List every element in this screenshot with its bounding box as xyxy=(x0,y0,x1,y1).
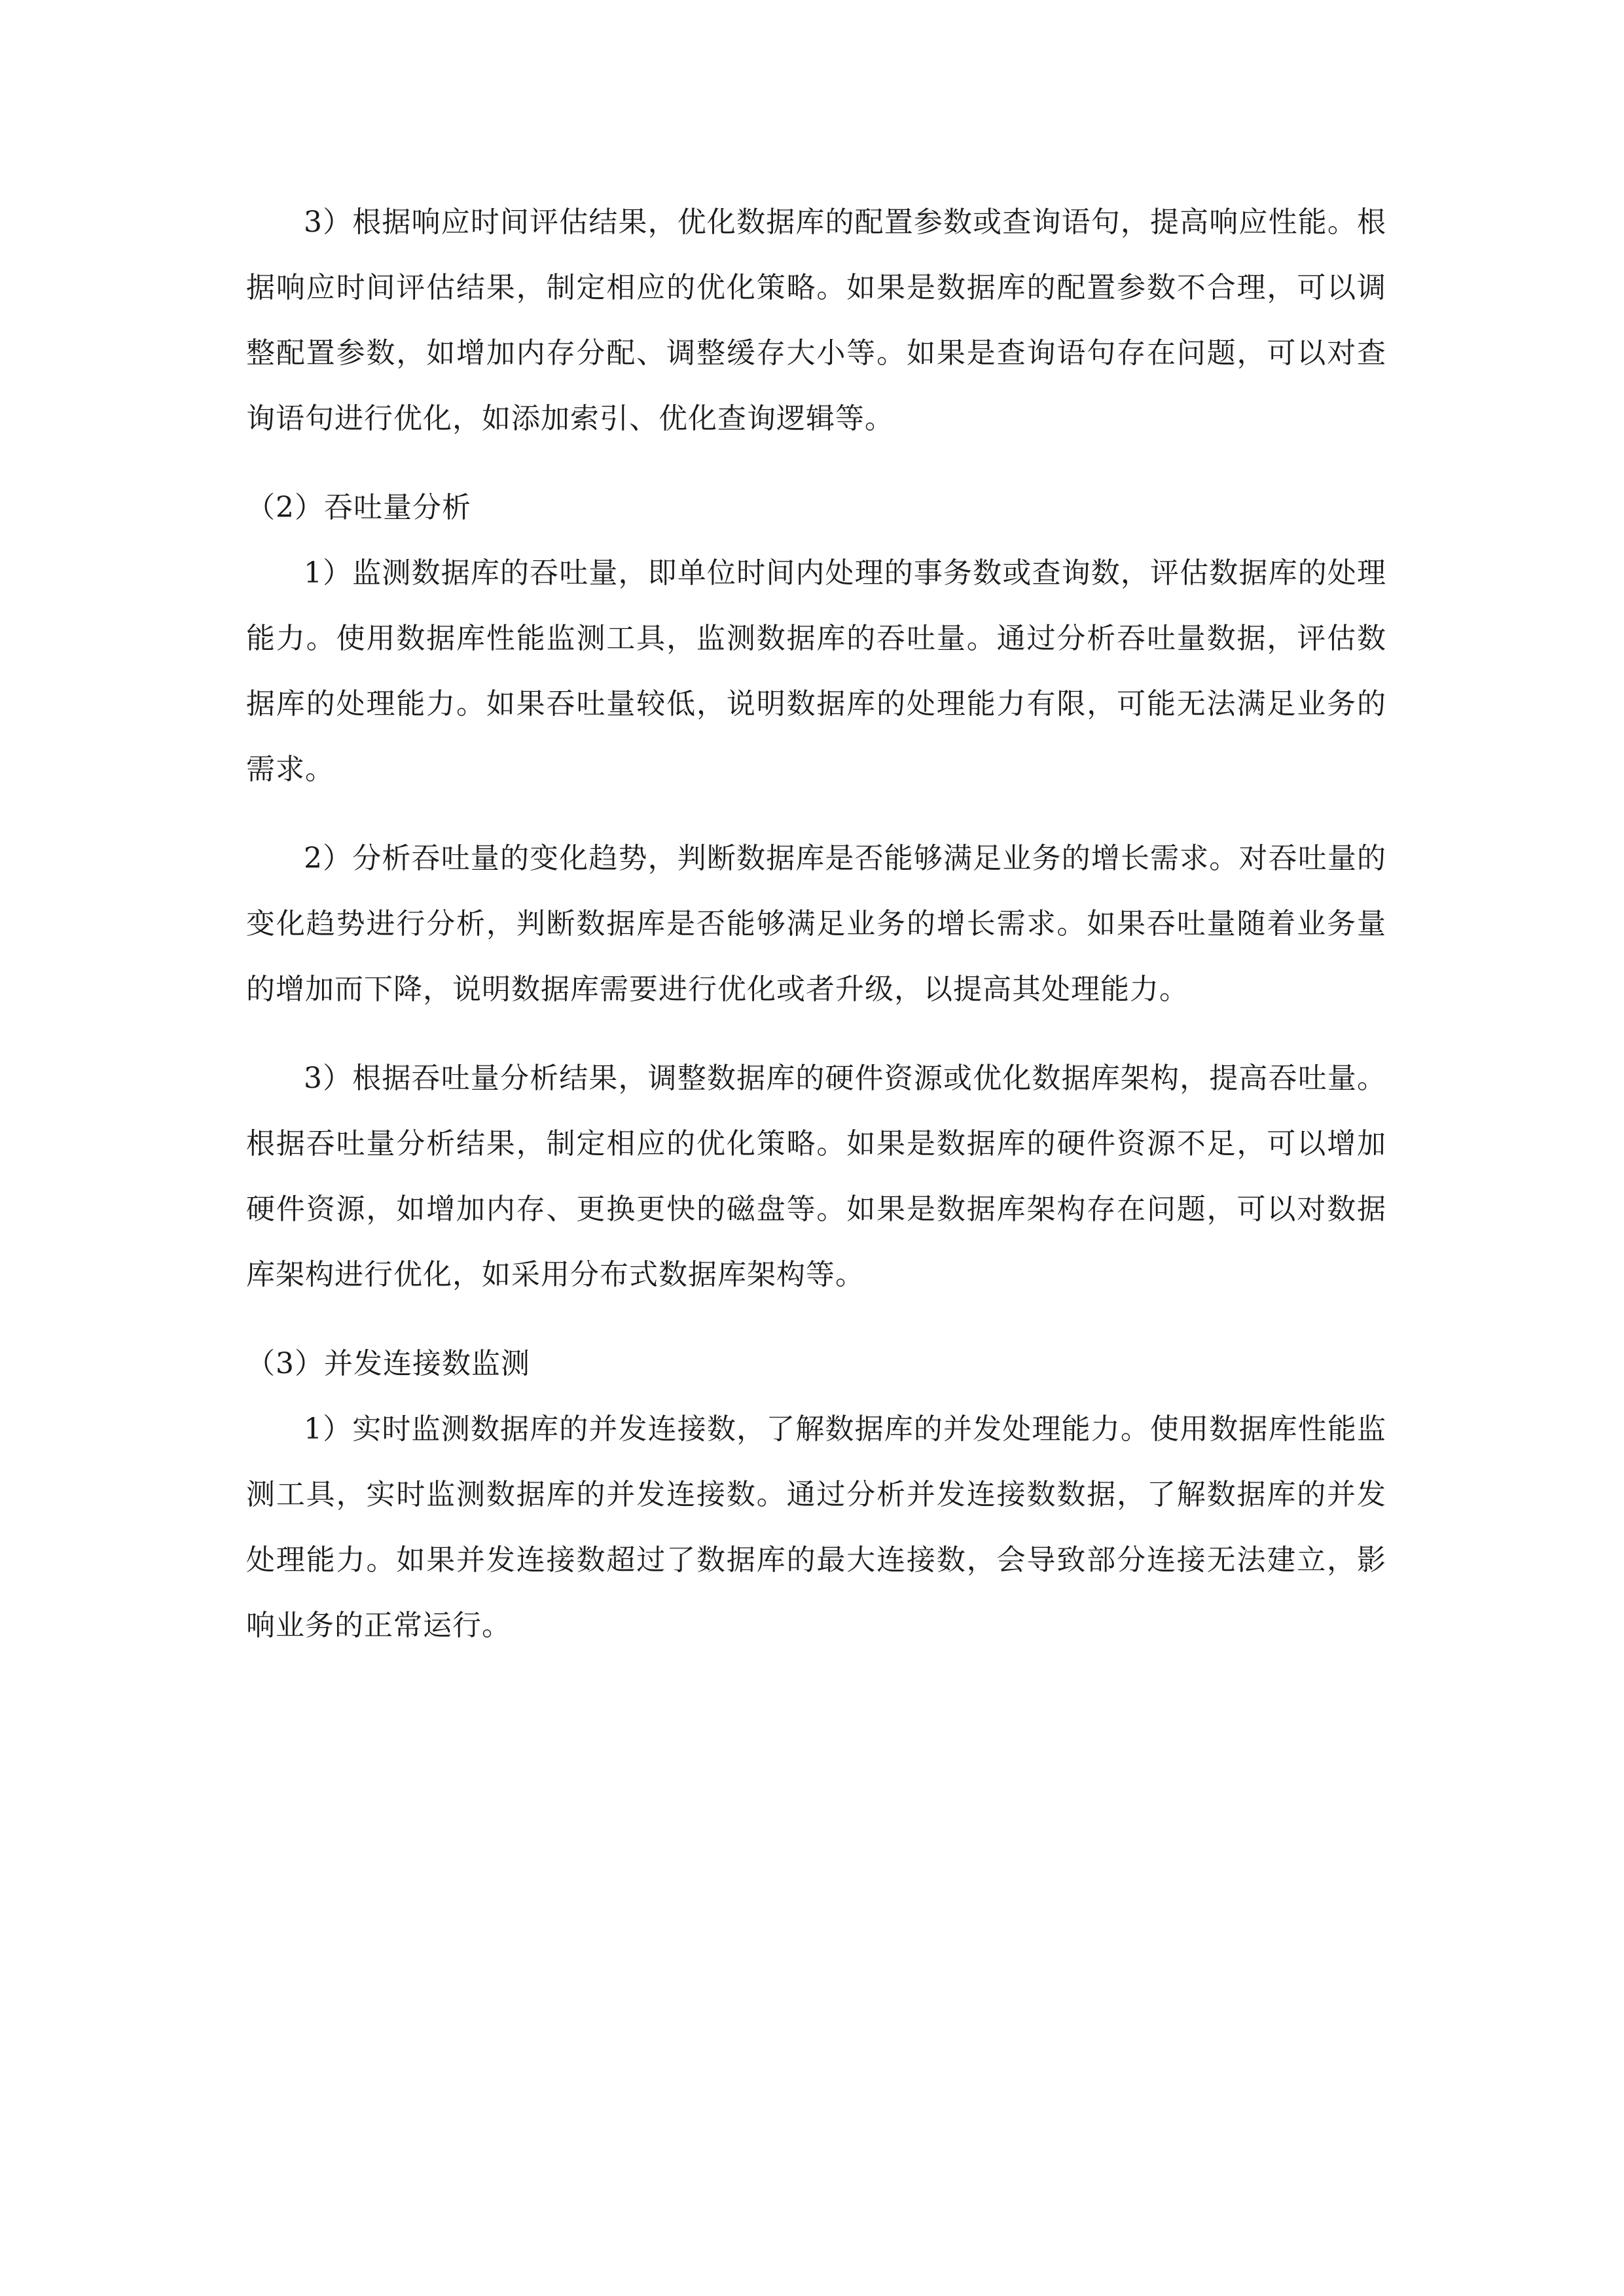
paragraph-concurrency-monitoring: 1）实时监测数据库的并发连接数，了解数据库的并发处理能力。使用数据库性能监测工具，实时监测数据库的并发连接数。通过分析并发连接数数据，了解数据库的并发处理能力。如果并发连接数超过了数据库的最大连接数，会导致部分连接无法建立，影响业务的正常运行。 xyxy=(246,1412,1386,1642)
paragraph-response-optimization: 3）根据响应时间评估结果，优化数据库的配置参数或查询语句，提高响应性能。根据响应时间评估结果，制定相应的优化策略。如果是数据库的配置参数不合理，可以调整配置参数，如增加内存分配、调整缓存大小等。如果是查询语句存在问题，可以对查询语句进行优化，如添加索引、优化查询逻辑等。 xyxy=(246,206,1386,435)
document-body xyxy=(246,190,1386,1682)
section-heading-concurrency: （3）并发连接数监测 xyxy=(246,1347,530,1380)
paragraph-throughput-monitoring: 1）监测数据库的吞吐量，即单位时间内处理的事务数或查询数，评估数据库的处理能力。使用数据库性能监测工具，监测数据库的吞吐量。通过分析吞吐量数据，评估数据库的处理能力。如果吞吐量较低，说明数据库的处理能力有限，可能无法满足业务的需求。 xyxy=(246,556,1386,786)
paragraph-throughput-optimization: 3）根据吞吐量分析结果，调整数据库的硬件资源或优化数据库架构，提高吞吐量。根据吞吐量分析结果，制定相应的优化策略。如果是数据库的硬件资源不足，可以增加硬件资源，如增加内存、更换更快的磁盘等。如果是数据库架构存在问题，可以对数据库架构进行优化，如采用分布式数据库架构等。 xyxy=(246,1062,1386,1291)
section-heading-throughput: （2）吞吐量分析 xyxy=(246,491,471,524)
paragraph-throughput-trend: 2）分析吞吐量的变化趋势，判断数据库是否能够满足业务的增长需求。对吞吐量的变化趋势进行分析，判断数据库是否能够满足业务的增长需求。如果吞吐量随着业务量的增加而下降，说明数据库需要进行优化或者升级，以提高其处理能力。 xyxy=(246,842,1386,1006)
